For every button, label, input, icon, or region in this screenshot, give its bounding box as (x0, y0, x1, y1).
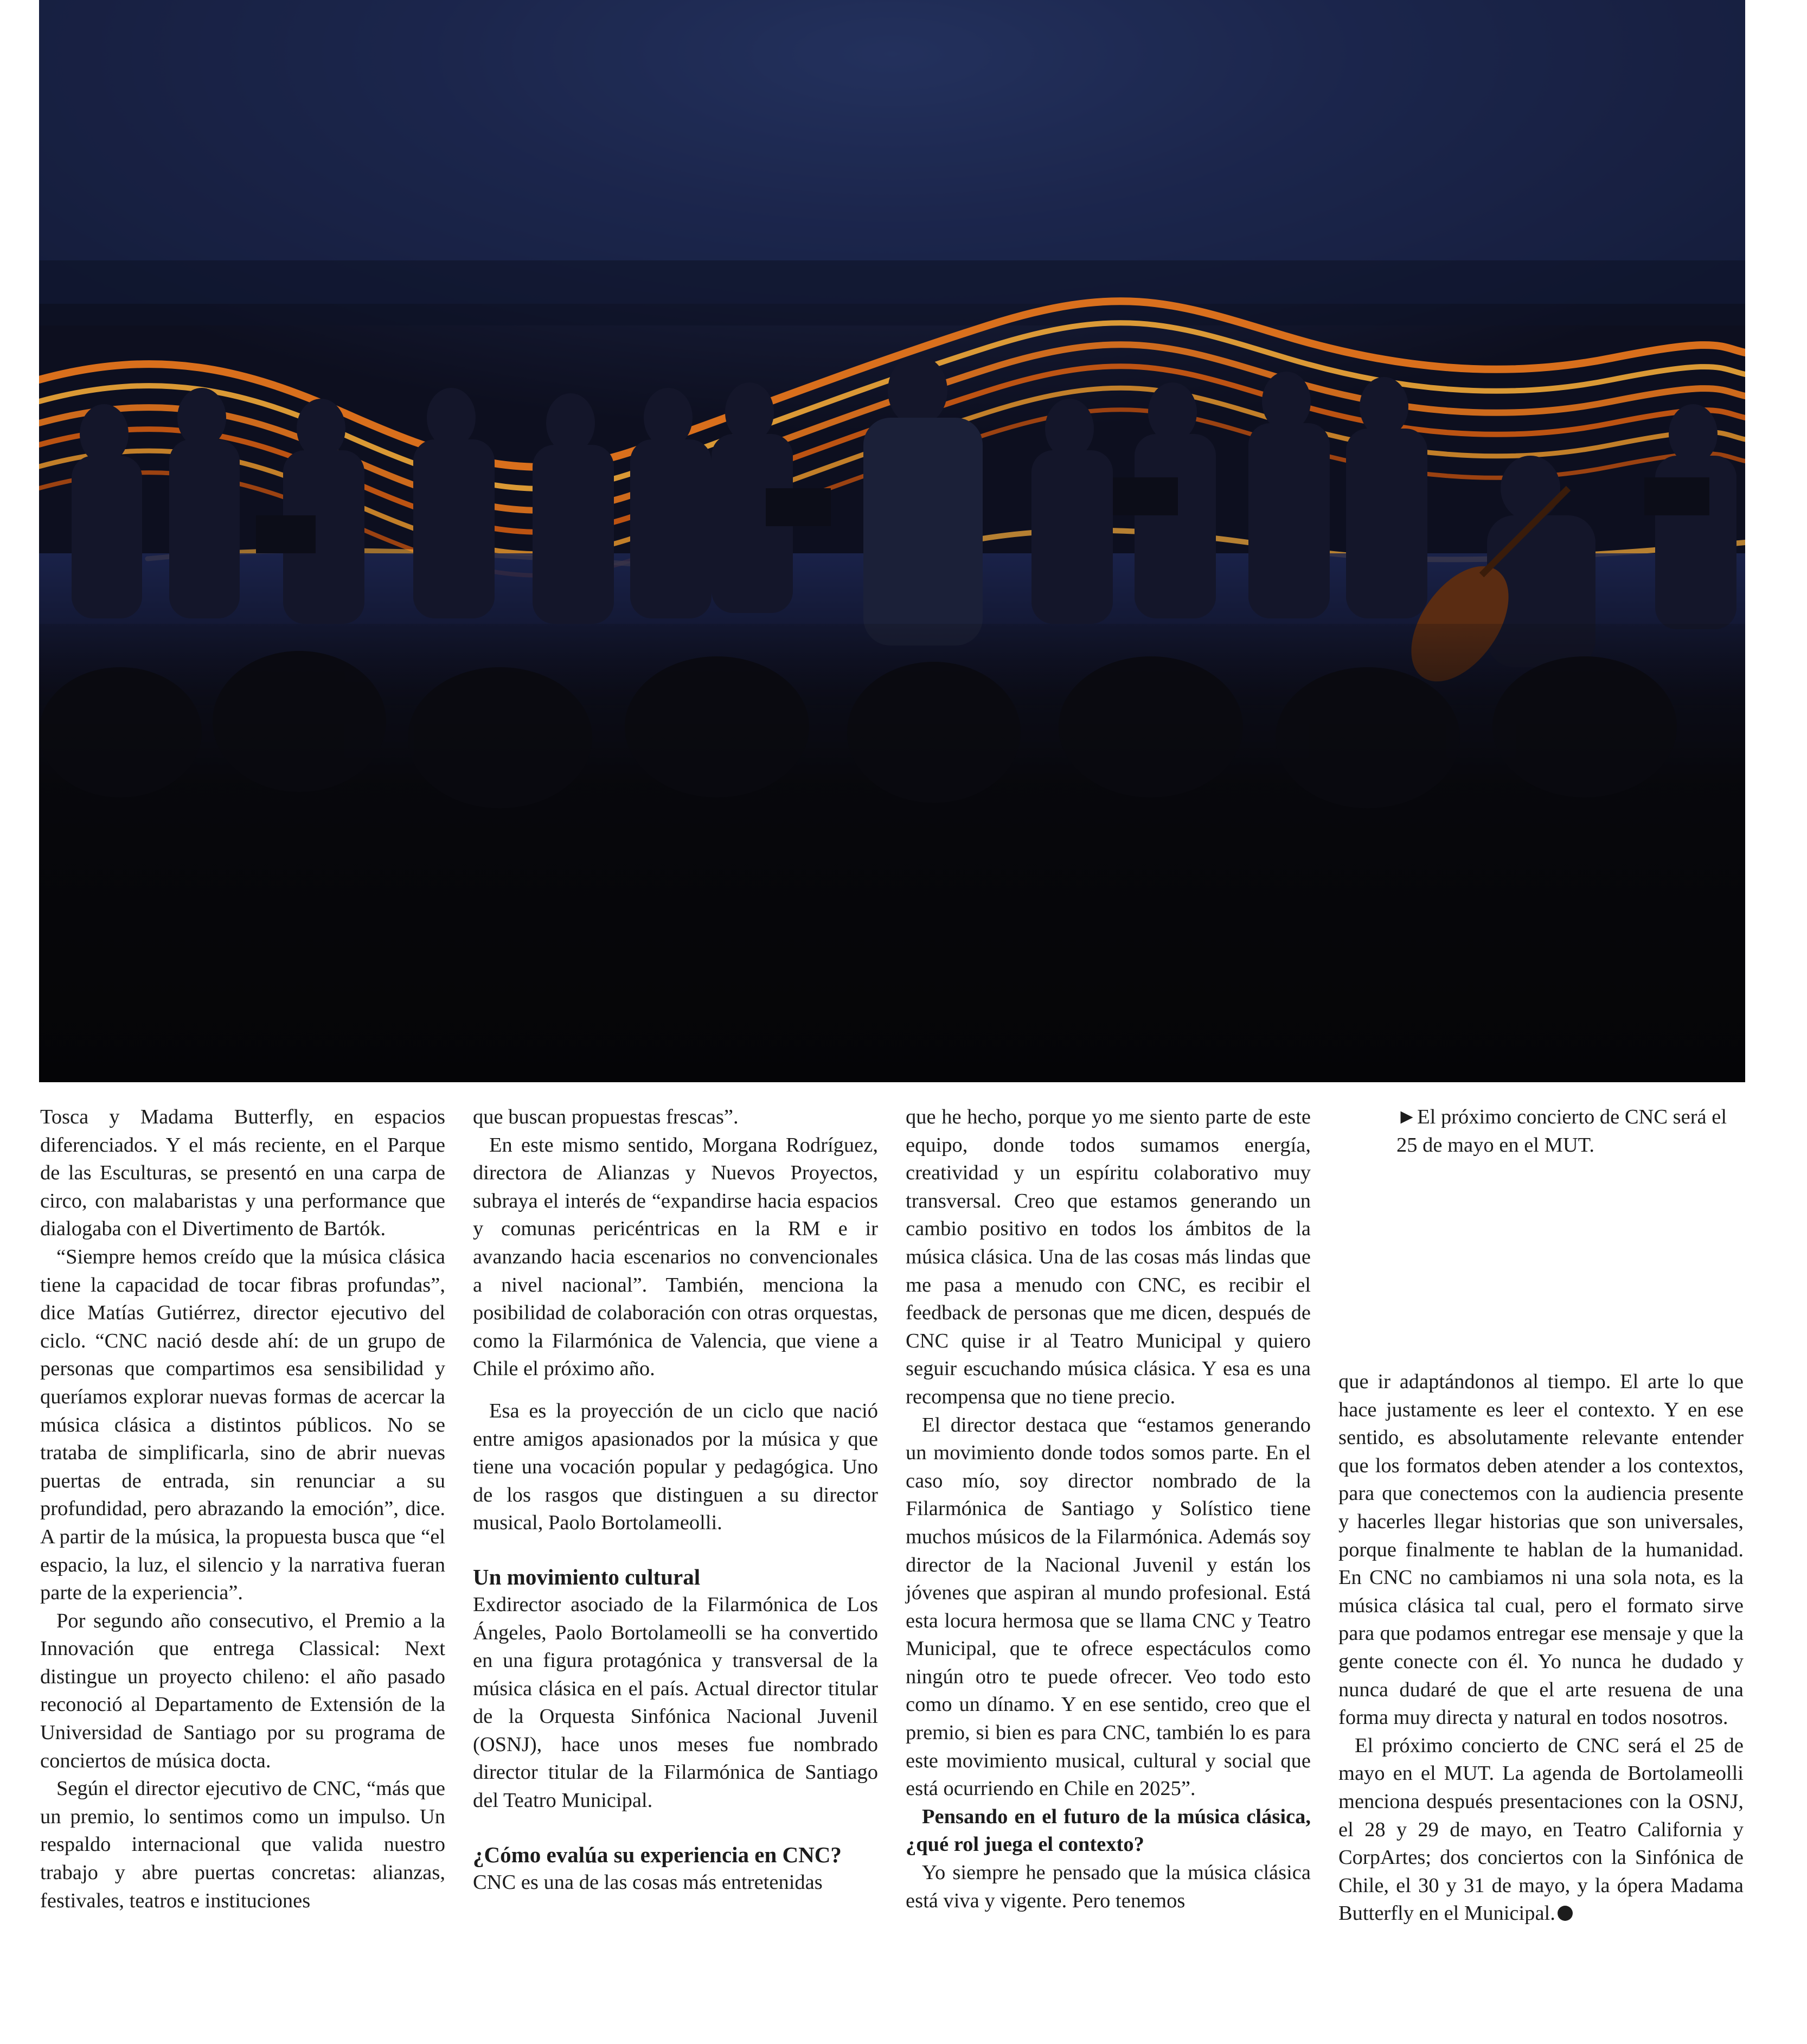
photo-caption: ►El próximo concierto de CNC será el 25 de mayo en el MUT. (1396, 1106, 1727, 1157)
paragraph: que he hecho, porque yo me siento parte de este equipo, donde todos sumamos energía, creatividad y un espíritu colaborativo muy transversal. Creo que estamos generando un cambio positivo en todos los ámbitos de la música clásica. Una de las cosas más lindas que me pasa a menudo con CNC, es recibir el feedback de personas que me dicen, después de CNC quise ir al Teatro Municipal y quiero seguir escuchando música clásica. Y esa es una recompensa que no tiene precio. (906, 1106, 1311, 1408)
end-mark-icon (1558, 1906, 1573, 1921)
stage-screen (39, 0, 1745, 304)
paragraph-text: El próximo concierto de CNC será el 25 de mayo en el MUT. La agenda de Bortolameolli menciona después presentaciones con la OSNJ, el 28 y 29 de mayo, en Teatro California y CorpArtes; dos conciertos con la Sinfónica de Chile, el 30 y 31 de mayo, y la ópera Madama Butterfly en el Municipal. (1338, 1734, 1744, 1925)
paragraph: “Siempre hemos creído que la música clásica tiene la capacidad de tocar fibras profundas”, dice Matías Gutiérrez, director ejecutivo del ciclo. “CNC nació desde ahí: de un grupo de personas que compartimos esa sensibilidad y queríamos explorar nuevas formas de acercar la música clásica a distintos públicos. No se trataba de simplificarla, sino de abrir nuevas puertas de entrada, sin renunciar a su profundidad, pero abrazando la emoción”, dice. A partir de la música, la propuesta busca que “el espacio, la luz, el silencio y la narrativa fueran parte de la experiencia”. (40, 1245, 445, 1605)
section-heading: Un movimiento cultural (473, 1564, 701, 1589)
article-column-1 (40, 1103, 445, 1915)
paragraph: CNC es una de las cosas más entretenidas (473, 1870, 823, 1894)
paragraph: Por segundo año consecutivo, el Premio a la Innovación que entrega Classical: Next distingue un proyecto chileno: el año pasado reconoció al Departamento de Extensión de la Universidad de Santiago por su programa de conciertos de música docta. (40, 1609, 445, 1772)
article-column-3 (906, 1103, 1311, 1915)
paragraph: En este mismo sentido, Morgana Rodríguez, directora de Alianzas y Nuevos Proyectos, subraya el interés de “expandirse hacia espacios y comunas pericéntricas en la RM e ir avanzando hacia escenarios no convencionales a nivel nacional”. También, menciona la posibilidad de colaboración con otras orquestas, como la Filarmónica de Valencia, que viene a Chile el próximo año. (473, 1133, 878, 1381)
interview-question: ¿Cómo evalúa su experiencia en CNC? (473, 1842, 842, 1867)
paragraph: Esa es la proyección de un ciclo que nació entre amigos apasionados por la música y que tiene una vocación popular y pedagógica. Uno de los rasgos que distinguen a su director musical, Paolo Bortolameolli. (473, 1399, 878, 1535)
article-column-2 (473, 1103, 878, 1896)
concert-photo (39, 0, 1745, 1082)
interview-question: Pensando en el futuro de la música clásica, ¿qué rol juega el contexto? (906, 1805, 1311, 1856)
paragraph: Según el director ejecutivo de CNC, “más que un premio, lo sentimos como un impulso. Un respaldo internacional que valida nuestro trabajo y abre puertas concretas: alianzas, festivales, teatros e instituciones (40, 1777, 445, 1912)
paragraph: Tosca y Madama Butterfly, en espacios diferenciados. Y el más reciente, en el Parque de las Esculturas, se presentó en una carpa de circo, con malabaristas y una performance que dialogaba con el Divertimento de Bartók. (40, 1106, 445, 1241)
final-paragraph (1338, 1732, 1744, 1928)
paragraph: El director destaca que “estamos generando un movimiento donde todos somos parte. En el caso mío, soy director nombrado de la Filarmónica de Santiago y Solístico tiene muchos músicos de la Filarmónica. Además soy director de la Nacional Juvenil y están los jóvenes que aspiran al mundo profesional. Está esta locura hermosa que se llama CNC y Teatro Municipal, que te ofrece espectáculos como ningún otro te puede ofrecer. Veo todo esto como un dínamo. Y en ese sentido, creo que el premio, si bien es para CNC, también lo es para este movimiento musical, cultural y social que está ocurriendo en Chile en 2025”. (906, 1413, 1311, 1800)
orchestra-concert-photo (39, 0, 1745, 1082)
article-column-4 (1338, 1368, 1744, 1928)
paragraph: Exdirector asociado de la Filarmónica de Los Ángeles, Paolo Bortolameolli se ha convertido en una figura protagónica y transversal de la música clásica en el país. Actual director titular de la Orquesta Sinfónica Nacional Juvenil (OSNJ), hace unos meses fue nombrado director titular de la Filarmónica de Santiago del Teatro Municipal. (473, 1593, 878, 1812)
paragraph: Yo siempre he pensado que la música clásica está viva y vigente. Pero tenemos (906, 1861, 1311, 1912)
paragraph: que buscan propuestas frescas”. (473, 1106, 739, 1128)
paragraph: que ir adaptándonos al tiempo. El arte lo que hace justamente es leer el contexto. Y en ese sentido, es absolutamente relevante entender que los formatos deben atender a los contextos, para que conectemos con la audiencia presente y hacerles llegar historias que son universales, porque finalmente te hablan de la humanidad. En CNC no cambiamos ni una sola nota, es la música clásica tal cual, pero el formato sirve para que podamos entregar ese mensaje y que la gente conecte con él. Yo nunca he dudado y nunca dudaré de que el arte resuena de una forma muy directa y natural en todos nosotros. (1338, 1370, 1744, 1729)
